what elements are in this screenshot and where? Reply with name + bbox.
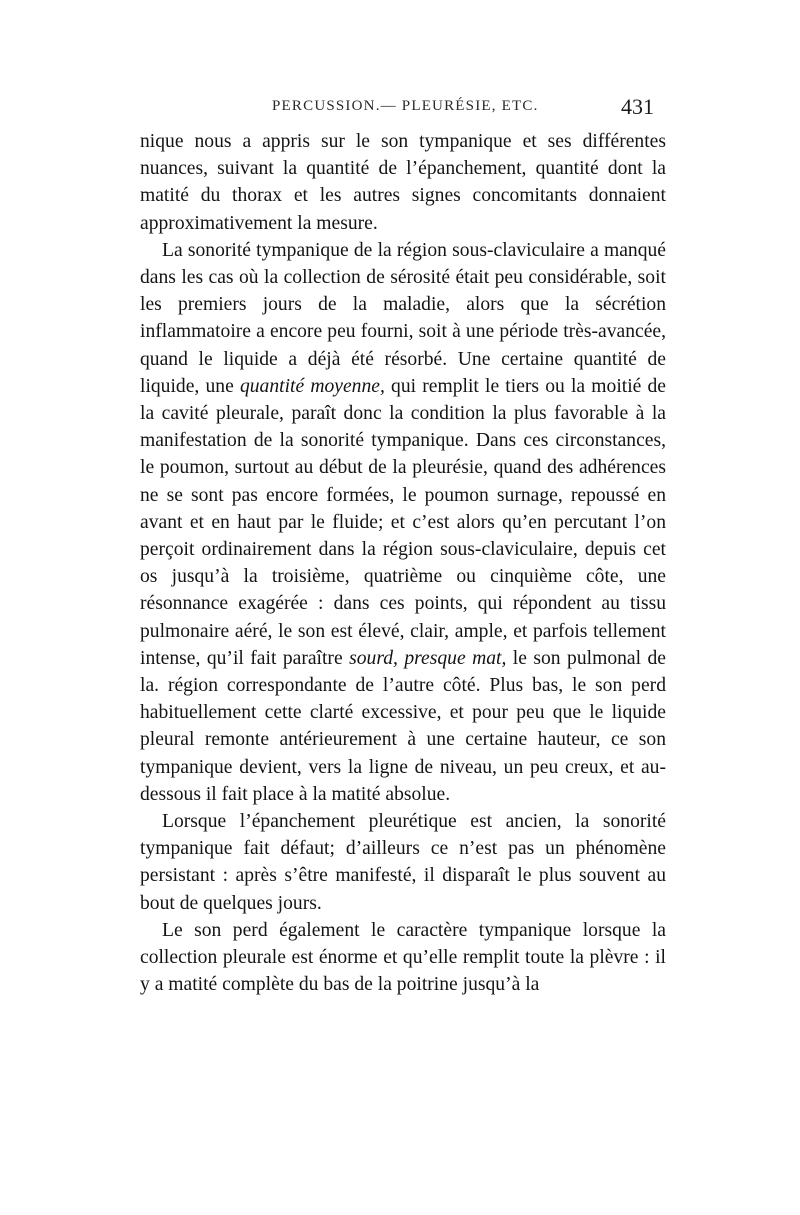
paragraph-4-text: Le son perd également le caractère tympanique lorsque la collection pleurale est énorme et qu’elle remplit toute la plèvre : il y a matité complète du bas de la poitrine jusqu’à la: [140, 919, 666, 996]
paragraph-3: [140, 808, 666, 917]
paragraph-1: [140, 128, 666, 237]
page-number: 431: [621, 94, 654, 119]
running-title: PERCUSSION.— PLEURÉSIE, ETC.: [272, 98, 539, 114]
paragraph-4: [140, 917, 666, 999]
paragraph-2: [140, 237, 666, 808]
paragraph-1-text: nique nous a appris sur le son tympanique et ses différentes nuances, suivant la quantité de l’épanchement, quantité dont la matité du thorax et les autres signes concomitants donnaient approximativement la mesure.: [140, 131, 666, 234]
running-head: [140, 94, 660, 122]
italic-sourd-presque-mat: sourd, presque mat,: [349, 647, 507, 669]
italic-quantite-moyenne: quantité moyenne,: [239, 375, 385, 397]
paragraph-2-text-b: qui remplit le tiers ou la moitié de la cavité pleurale, paraît donc la condition la plus favorable à la manifestation de la sonorité tympanique. Dans ces circonstances, le poumon, surtout au début de la pleurésie, quand des adhérences ne se sont pas encore formées, le poumon surnage, repoussé en avant et en haut par le fluide; et c’est alors qu’en percutant l’on perçoit ordinairement dans la région sous-claviculaire, depuis cet os jusqu’à la troisième, quatrième ou cinquième côte, une résonnance exagérée : dans ces points, qui répondent au tissu pulmonaire aéré, le son est élevé, clair, ample, et parfois tellement intense, qu’il fait paraître: [140, 375, 667, 669]
body-text: [140, 128, 666, 999]
paragraph-2-text-c: le son pulmonal de la. région correspondante de l’autre côté. Plus bas, le son perd habituellement cette clarté excessive, et pour peu que le liquide pleural remonte antérieurement à une certaine hauteur, ce son tympanique devient, vers la ligne de niveau, un peu creux, et au-dessous il fait place à la matité absolue.: [140, 647, 666, 805]
paragraph-2-text-a: La sonorité tympanique de la région sous-claviculaire a manqué dans les cas où la collection de sérosité était peu considérable, soit les premiers jours de la maladie, alors que la sécrétion inflammatoire a encore peu fourni, soit à une période très-avancée, quand le liquide a déjà été résorbé. Une certaine quantité de liquide, une: [140, 239, 666, 397]
paragraph-3-text: Lorsque l’épanchement pleurétique est ancien, la sonorité tympanique fait défaut; d’ailleurs ce n’est pas un phénomène persistant : après s’être manifesté, il disparaît le plus souvent au bout de quelques jours.: [140, 811, 666, 914]
